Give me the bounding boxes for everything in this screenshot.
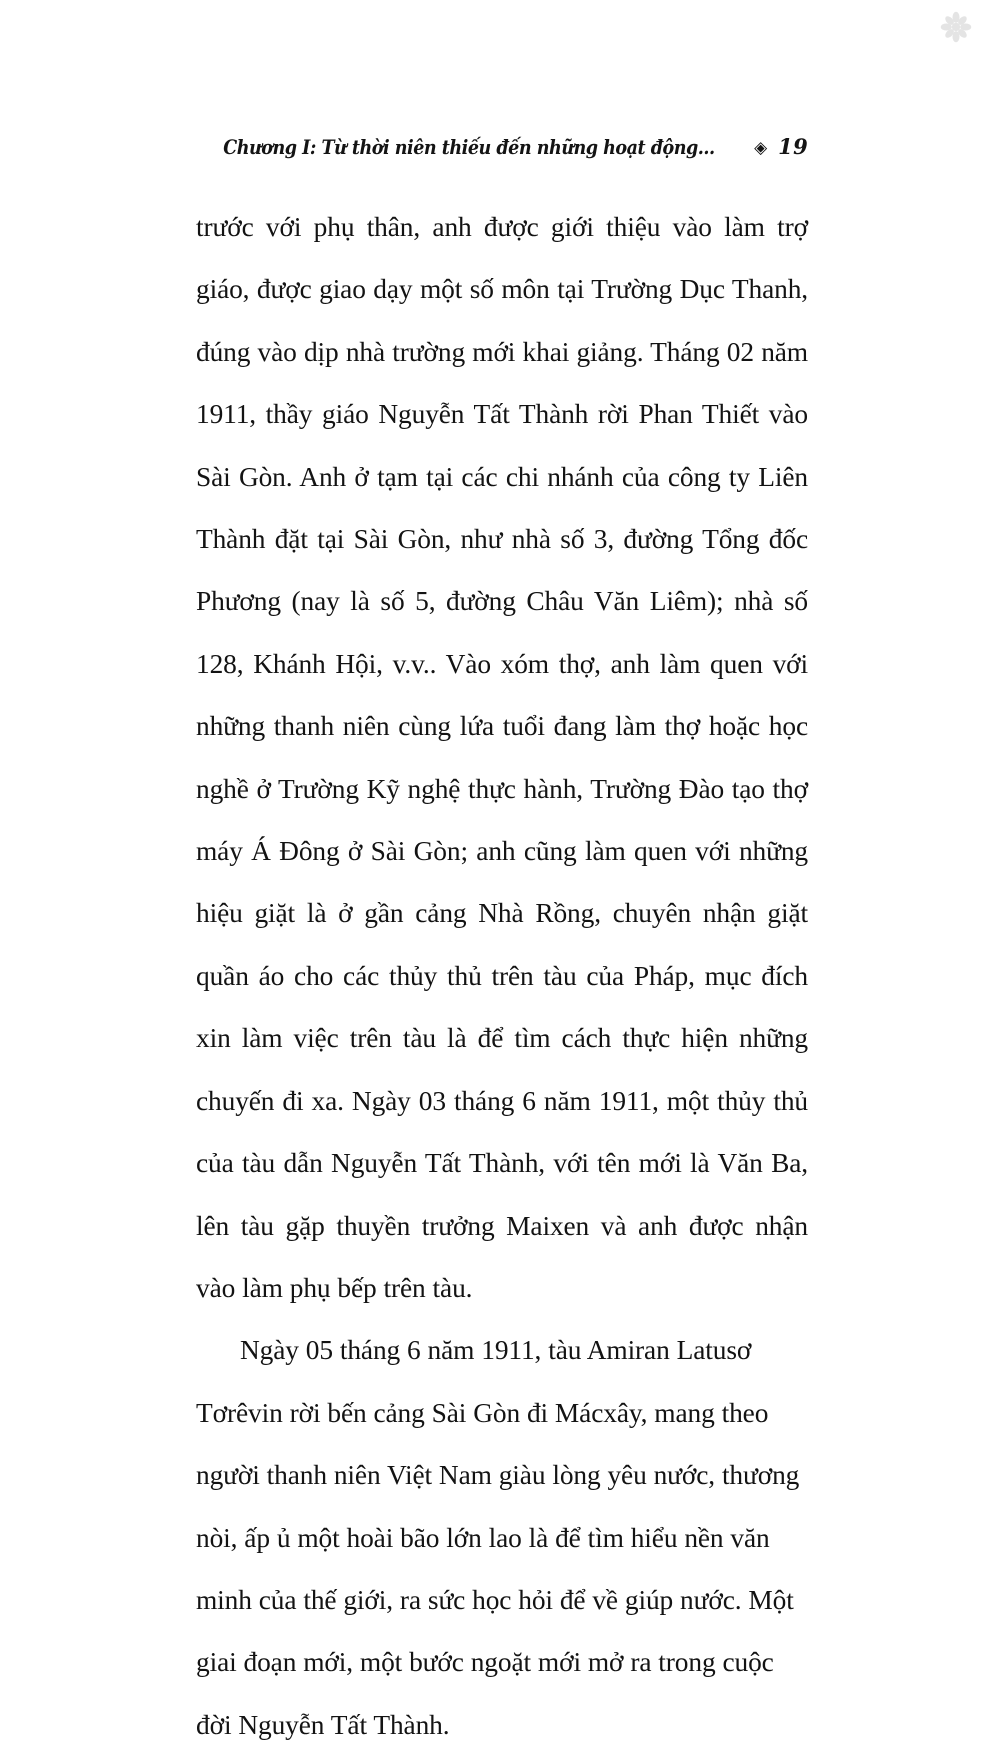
diamond-icon: ◈ <box>754 138 768 157</box>
running-head <box>196 134 808 164</box>
running-head-title: Chương I: Từ thời niên thiếu đến những hoạt động... <box>223 136 715 159</box>
page-number: 19 <box>778 134 808 159</box>
paragraph-2: Ngày 05 tháng 6 năm 1911, tàu Amiran Latusơ Tơrêvin rời bến cảng Sài Gòn đi Mácxây, mang theo người thanh niên Việt Nam giàu lòng yêu nước, thương nòi, ấp ủ một hoài bão lớn lao là để tìm hiểu nền văn minh của thế giới, ra sức học hỏi để về giúp nước. Một giai đoạn mới, một bước ngoặt mới mở ra trong cuộc đời Nguyễn Tất Thành. <box>196 1335 800 1740</box>
paragraph-1: trước với phụ thân, anh được giới thiệu vào làm trợ giáo, được giao dạy một số môn tại Trường Dục Thanh, đúng vào dịp nhà trường mới khai giảng. Tháng 02 năm 1911, thầy giáo Nguyễn Tất Thành rời Phan Thiết vào Sài Gòn. Anh ở tạm tại các chi nhánh của công ty Liên Thành đặt tại Sài Gòn, như nhà số 3, đường Tổng đốc Phương (nay là số 5, đường Châu Văn Liêm); nhà số 128, Khánh Hội, v.v.. Vào xóm thợ, anh làm quen với những thanh niên cùng lứa tuổi đang làm thợ hoặc học nghề ở Trường Kỹ nghệ thực hành, Trường Đào tạo thợ máy Á Đông ở Sài Gòn; anh cũng làm quen với những hiệu giặt là ở gần cảng Nhà Rồng, chuyên nhận giặt quần áo cho các thủy thủ trên tàu của Pháp, mục đích xin làm việc trên tàu là để tìm cách thực hiện những chuyến đi xa. Ngày 03 tháng 6 năm 1911, một thủy thủ của tàu dẫn Nguyễn Tất Thành, với tên mới là Văn Ba, lên tàu gặp thuyền trưởng Maixen và anh được nhận vào làm phụ bếp trên tàu. <box>196 212 808 1303</box>
flower-asterisk-ornament <box>939 10 973 44</box>
body-text <box>196 196 808 1756</box>
